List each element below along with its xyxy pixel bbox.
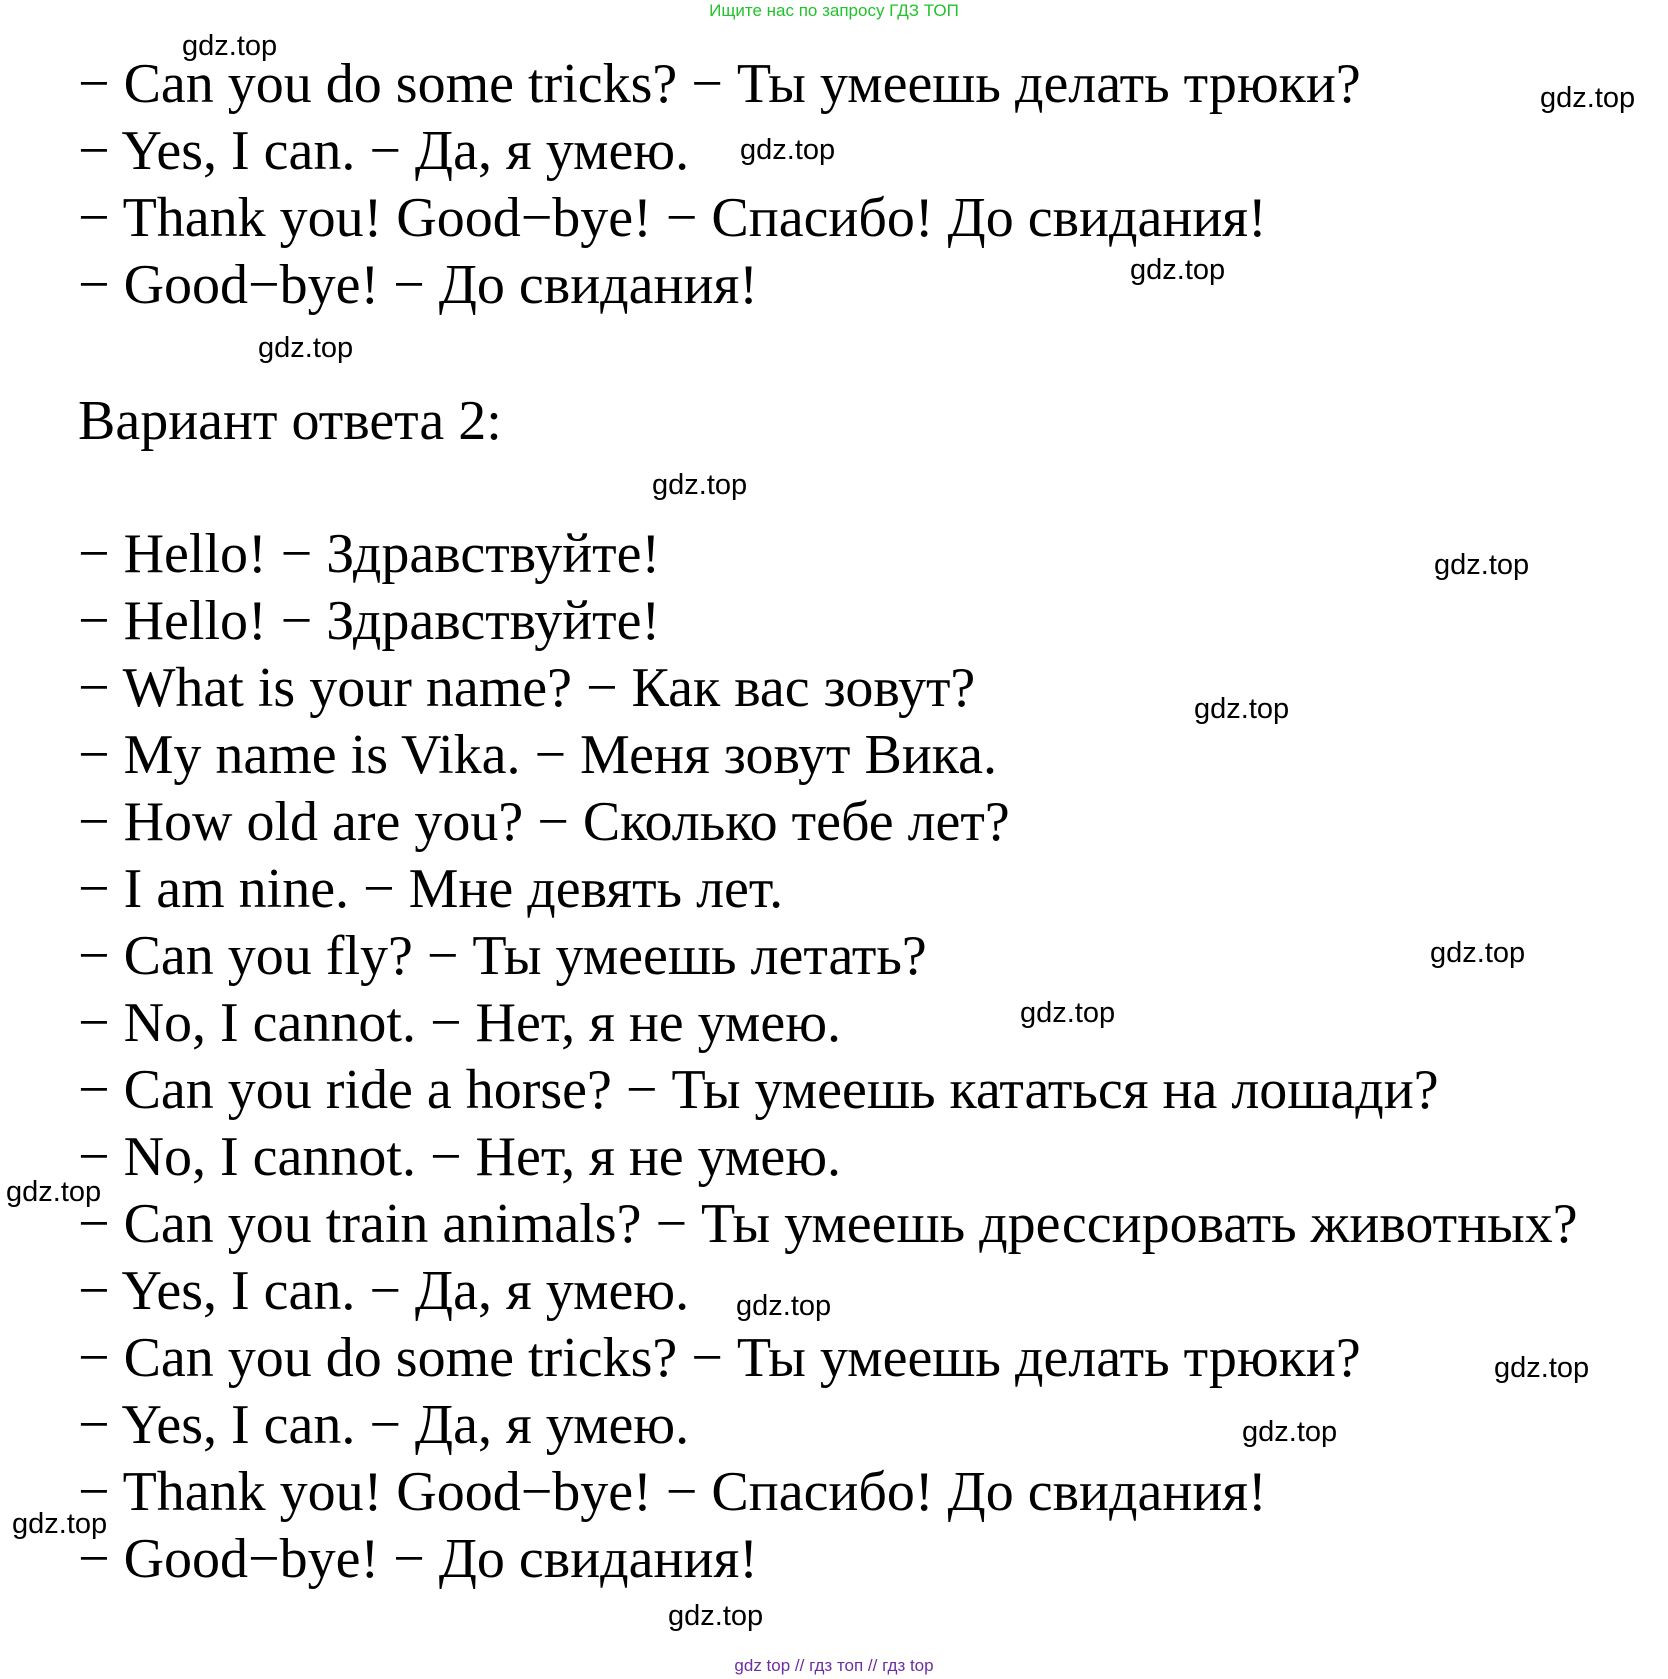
watermark: gdz.top [652,469,748,501]
watermark: gdz.top [668,1600,764,1632]
footer-links: gdz top // гдз топ // гдз top [734,1656,934,1675]
watermark: gdz.top [736,1290,832,1322]
watermark: gdz.top [6,1176,102,1208]
top-banner: Ищите нас по запросу ГДЗ ТОП [709,1,959,20]
watermark: gdz.top [1430,937,1526,969]
watermark: gdz.top [1242,1416,1338,1448]
dialogue-line: − Can you do some tricks? − Ты умеешь делать трюки? [78,53,1361,115]
dialogue-line: − Thank you! Good−bye! − Спасибо! До свидания! [78,187,1267,249]
variant-heading: Вариант ответа 2: [78,390,502,452]
watermark: gdz.top [1494,1352,1590,1384]
watermark: gdz.top [1020,997,1116,1029]
dialogue-line: − Can you fly? − Ты умеешь летать? [78,925,927,987]
dialogue-line: − No, I cannot. − Нет, я не умею. [78,992,842,1054]
watermark: gdz.top [1130,254,1226,286]
dialogue-line: − I am nine. − Мне девять лет. [78,858,784,920]
dialogue-line: − My name is Vika. − Меня зовут Вика. [78,724,998,786]
watermark: gdz.top [1434,549,1530,581]
watermark: gdz.top [1540,82,1636,114]
dialogue-line: − What is your name? − Как вас зовут? [78,657,976,719]
dialogue-line: − Can you do some tricks? − Ты умеешь делать трюки? [78,1327,1361,1389]
dialogue-line: − Yes, I can. − Да, я умею. [78,1394,690,1456]
dialogue-line: − Can you ride a horse? − Ты умеешь кататься на лошади? [78,1059,1439,1121]
watermark: gdz.top [258,332,354,364]
dialogue-line: − Can you train animals? − Ты умеешь дрессировать животных? [78,1193,1578,1255]
watermark: gdz.top [182,30,278,62]
dialogue-line: − Hello! − Здравствуйте! [78,523,661,585]
watermark: gdz.top [12,1508,108,1540]
dialogue-line: − Good−bye! − До свидания! [78,254,758,316]
dialogue-line: − No, I cannot. − Нет, я не умею. [78,1126,842,1188]
dialogue-line: − Yes, I can. − Да, я умею. [78,1260,690,1322]
dialogue-line: − Hello! − Здравствуйте! [78,590,661,652]
dialogue-line: − How old are you? − Сколько тебе лет? [78,791,1010,853]
watermark: gdz.top [740,134,836,166]
dialogue-line: − Yes, I can. − Да, я умею. [78,120,690,182]
dialogue-line: − Good−bye! − До свидания! [78,1528,758,1590]
watermark: gdz.top [1194,693,1290,725]
dialogue-line: − Thank you! Good−bye! − Спасибо! До свидания! [78,1461,1267,1523]
